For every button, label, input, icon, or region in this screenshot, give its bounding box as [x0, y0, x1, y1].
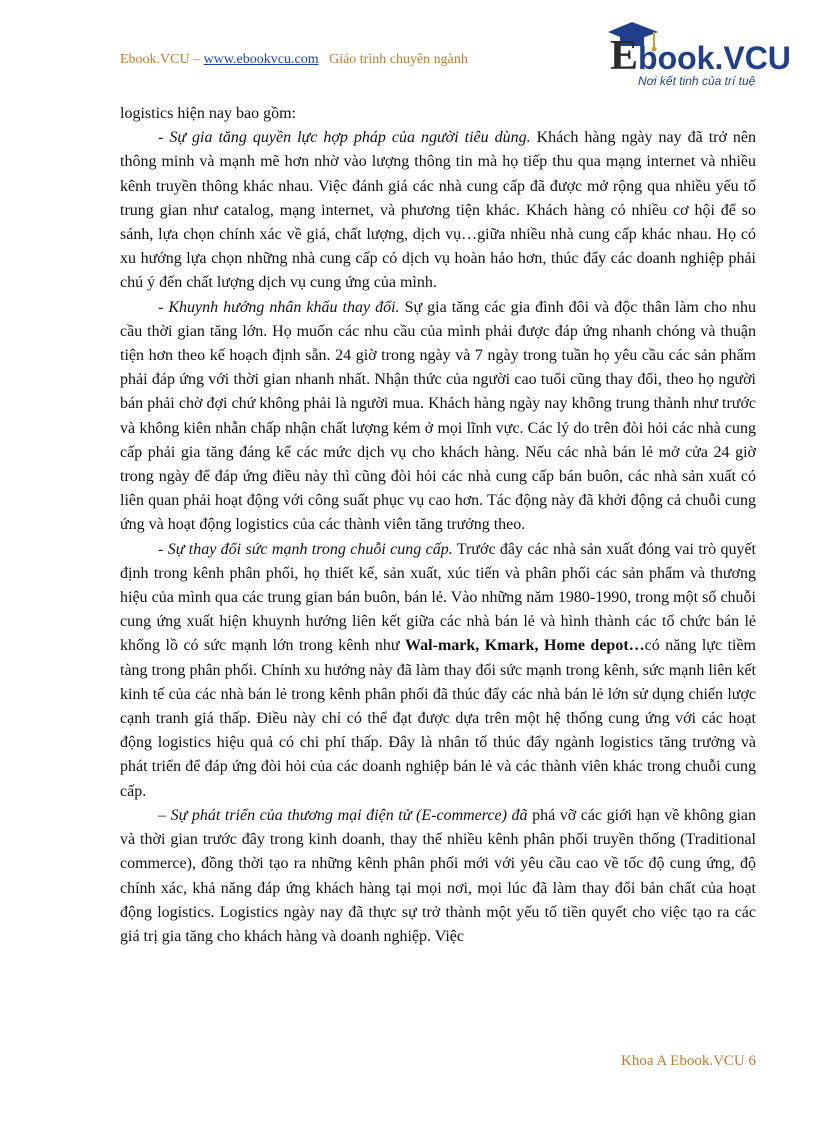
paragraph-supply-chain-power: - Sự thay đổi sức mạnh trong chuỗi cung cấp. Trước đây các nhà sản xuất đóng vai trò quyết định trong kênh phân phối, họ thiết kế, sản xuất, xúc tiến và phân phối các sản phẩm và thương hiệu của mình qua các trung gian bán buôn, bán lẻ. Vào những năm 1980-1990, trong một số chuỗi cung ứng xuất hiện khuynh hướng liên kết giữa các nhà bán lẻ và hình thành các tổ chức bán lẻ khổng lồ có sức mạnh lớn trong kênh như Wal-mark, Kmark, Home depot…có năng lực tiềm tàng trong phân phối. Chính xu hướng này đã làm thay đổi sức mạnh trong kênh, sức mạnh liên kết kinh tế của các nhà bán lẻ trong kênh phân phối đã thúc đẩy các nhà bán lẻ lớn sử dụng chiến lược cạnh tranh giá thấp. Điều này chỉ có thể đạt được dựa trên một hệ thống cung ứng với các hoạt động logistics hiệu quả có chi phí thấp. Đây là nhân tố thúc đẩy ngành logistics tăng trưởng và phát triển để đáp ứng đòi hỏi của các doanh nghiệp bán lẻ và các thành viên khác trong chuỗi cung cấp.	[120, 540, 757, 800]
ebookvcu-logo	[596, 18, 791, 98]
header-url-link[interactable]: www.ebookvcu.com	[203, 52, 319, 67]
footer-text: Khoa A Ebook.VCU	[621, 1053, 745, 1069]
page-footer	[621, 1053, 756, 1070]
paragraph-demographic-trend: - Khuynh hướng nhân khẩu thay đổi. Sự gia tăng các gia đình đôi và độc thân làm cho nhu cầu thời gian tăng lớn. Họ muốn các nhu cầu của mình phải được đáp ứng nhanh chóng và thuận tiện hơn theo kế hoạch định sẵn. 24 giờ trong ngày và 7 ngày trong tuần họ yêu cầu các sản phẩm phải đáp ứng với thời gian nhanh nhất. Nhận thức của người cao tuổi cũng thay đổi, theo họ người bán phải chờ đợi chứ không phải là người mua. Khách hàng ngày nay không trung thành như trước và không kiên nhẫn chấp nhận chất lượng kém ở mọi lĩnh vực. Các lý do trên đòi hỏi các nhà cung cấp phải gia tăng đáng kể các mức dịch vụ cho khách hàng. Nếu các nhà bán lẻ mở cửa 24 giờ trong ngày để đáp ứng điều này thì cũng đòi hỏi các nhà cung cấp bán buôn, các nhà sản xuất có liên quan phải hoạt động với công suất phục vụ cao hơn. Tác động này đã khởi động cả chuỗi cung ứng và hoạt động logistics của các thành viên tăng trưởng theo.	[120, 298, 757, 534]
logo-wordmark: Ebook.VCU	[610, 33, 791, 79]
header-subtitle: Giáo trình chuyên ngành	[329, 52, 468, 67]
paragraph-ecommerce: – Sự phát triển của thương mại điện tử (E-commerce) đã phá vỡ các giới hạn về không gian và thời gian trước đây trong kinh doanh, thay thế nhiều kênh phân phối truyền thống (Traditional commerce), đồng thời tạo ra những kênh phân phối mới với yêu cầu cao về tốc độ cung ứng, độ chính xác, khả năng đáp ứng khách hàng tại mọi nơi, mọi lúc đã làm thay đổi bản chất của hoạt động logistics. Logistics ngày nay đã thực sự trở thành một yếu tố tiền quyết cho việc tạo ra các giá trị gia tăng cho khách hàng và doanh nghiệp. Việc	[120, 806, 757, 945]
paragraph-consumer-power: - Sự gia tăng quyền lực hợp pháp của người tiêu dùng. Khách hàng ngày nay đã trở nên thông minh và mạnh mẽ hơn nhờ vào lượng thông tin mà họ tiếp thu qua mạng internet và nhiều kênh truyền thông khác nhau. Việc đánh giá các nhà cung cấp đã được mở rộng qua nhiều yếu tố trung gian như catalog, mạng internet, và phương tiện khác. Khách hàng có nhiều cơ hội để so sánh, lựa chọn chính xác về giá, chất lượng, dịch vụ…giữa nhiều nhà cung cấp khác nhau. Họ có xu hướng lựa chọn những nhà cung cấp có dịch vụ hoàn hảo hơn, thúc đẩy các doanh nghiệp phải chú ý đến chất lượng dịch vụ cung ứng của mình.	[120, 129, 757, 292]
header-dash: –	[193, 52, 201, 67]
page-number: 6	[748, 1053, 756, 1069]
paragraph-intro: logistics hiện nay bao gồm:	[120, 105, 296, 122]
page-header	[120, 52, 468, 68]
logo-slogan: Nơi kết tinh của trí tuệ	[638, 74, 756, 88]
document-body	[120, 102, 756, 949]
header-brand: Ebook.VCU	[120, 52, 190, 67]
